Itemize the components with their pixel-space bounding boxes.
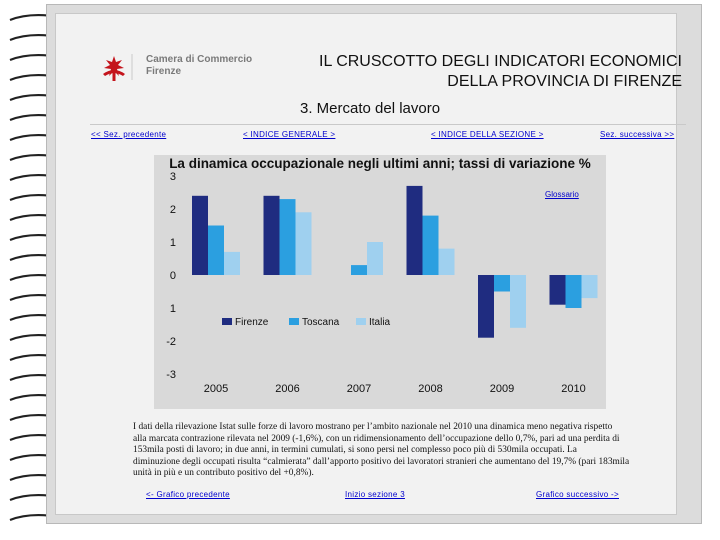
bar-firenze-2008 bbox=[407, 186, 423, 275]
legend-label: Italia bbox=[369, 317, 391, 328]
chart-title: La dinamica occupazionale negli ultimi anni; tassi di variazione % bbox=[169, 156, 591, 171]
glossary-link[interactable]: Glossario bbox=[545, 190, 579, 199]
x-tick-label: 2007 bbox=[346, 383, 372, 395]
y-tick-label: 0 bbox=[169, 270, 176, 282]
x-tick-label: 2008 bbox=[418, 383, 443, 395]
section-title: 3. Mercato del lavoro bbox=[300, 100, 441, 117]
section-index-link[interactable]: < INDICE DELLA SEZIONE > bbox=[431, 130, 544, 139]
bar-italia-2007 bbox=[367, 242, 383, 275]
x-tick-label: 2009 bbox=[489, 383, 515, 395]
y-tick-label: 3 bbox=[169, 171, 176, 183]
prev-section-link[interactable]: << Sez. precedente bbox=[91, 130, 167, 139]
next-section-link[interactable]: Sez. successiva >> bbox=[600, 130, 675, 139]
bar-toscana-2005 bbox=[208, 226, 224, 276]
chart-plot bbox=[154, 155, 606, 409]
x-tick-label: 2010 bbox=[561, 383, 586, 395]
bar-toscana-2007 bbox=[351, 265, 367, 275]
bar-toscana-2006 bbox=[280, 199, 296, 275]
commentary-line: I dati della rilevazione Istat sulle forze di lavoro mostrano per l’ambito nazionale nel 2010 una dinamica meno negativa rispetto bbox=[133, 422, 613, 432]
section-start-link[interactable]: Inizio sezione 3 bbox=[345, 490, 405, 499]
x-tick-label: 2006 bbox=[275, 383, 300, 395]
bar-firenze-2010 bbox=[550, 275, 566, 305]
page-title bbox=[262, 52, 682, 92]
bar-italia-2008 bbox=[439, 249, 455, 275]
commentary-line: alla marcata contrazione rilevata nel 2009 (-1,6%), con un ridimensionamento dell’occupazione dello 0,7%, pari ad una perdita di bbox=[133, 433, 620, 444]
commentary-line: diminuzione degli occupati risulta “calmierata” dall’apporto positivo dei lavoratori stranieri che aumentano del 19,7% (pari 183mila bbox=[133, 456, 630, 467]
legend-swatch bbox=[356, 318, 366, 325]
title-line-2: DELLA PROVINCIA DI FIRENZE bbox=[447, 73, 682, 90]
y-tick-label: 1 bbox=[169, 303, 176, 315]
y-tick-label: 2 bbox=[169, 204, 176, 216]
org-line-2: Firenze bbox=[146, 66, 182, 77]
commentary-text bbox=[133, 422, 663, 480]
org-line-1: Camera di Commercio bbox=[146, 54, 253, 65]
prev-chart-link[interactable]: <- Grafico precedente bbox=[146, 490, 230, 499]
y-tick-label: 1 bbox=[169, 237, 176, 249]
title-line-1: IL CRUSCOTTO DEGLI INDICATORI ECONOMICI bbox=[319, 53, 682, 70]
bar-firenze-2005 bbox=[192, 196, 208, 275]
y-tick-label: -3 bbox=[166, 369, 176, 381]
bar-italia-2009 bbox=[510, 275, 526, 328]
x-tick-label: 2005 bbox=[203, 383, 229, 395]
bar-toscana-2008 bbox=[423, 216, 439, 275]
y-tick-label: -2 bbox=[166, 336, 176, 348]
legend-swatch bbox=[222, 318, 232, 325]
bar-firenze-2006 bbox=[264, 196, 280, 275]
bar-italia-2010 bbox=[582, 275, 598, 298]
bar-firenze-2009 bbox=[478, 275, 494, 338]
general-index-link[interactable]: < INDICE GENERALE > bbox=[243, 130, 336, 139]
legend-label: Firenze bbox=[235, 317, 269, 328]
bar-toscana-2009 bbox=[494, 275, 510, 292]
bar-italia-2005 bbox=[224, 252, 240, 275]
legend-label: Toscana bbox=[302, 317, 340, 328]
legend-swatch bbox=[289, 318, 299, 325]
bar-toscana-2010 bbox=[566, 275, 582, 308]
employment-chart bbox=[154, 155, 606, 409]
chamber-name bbox=[146, 54, 252, 78]
next-chart-link[interactable]: Grafico successivo -> bbox=[536, 490, 619, 499]
commentary-line: unità in più e un contributo positivo del +0,8%). bbox=[133, 468, 314, 479]
commentary-line: 153mila posti di lavoro; in due anni, in termini cumulati, si sono persi nel complesso poco più di 530mila occupati. La bbox=[133, 445, 577, 456]
header-divider bbox=[90, 124, 686, 125]
bar-italia-2006 bbox=[296, 212, 312, 275]
